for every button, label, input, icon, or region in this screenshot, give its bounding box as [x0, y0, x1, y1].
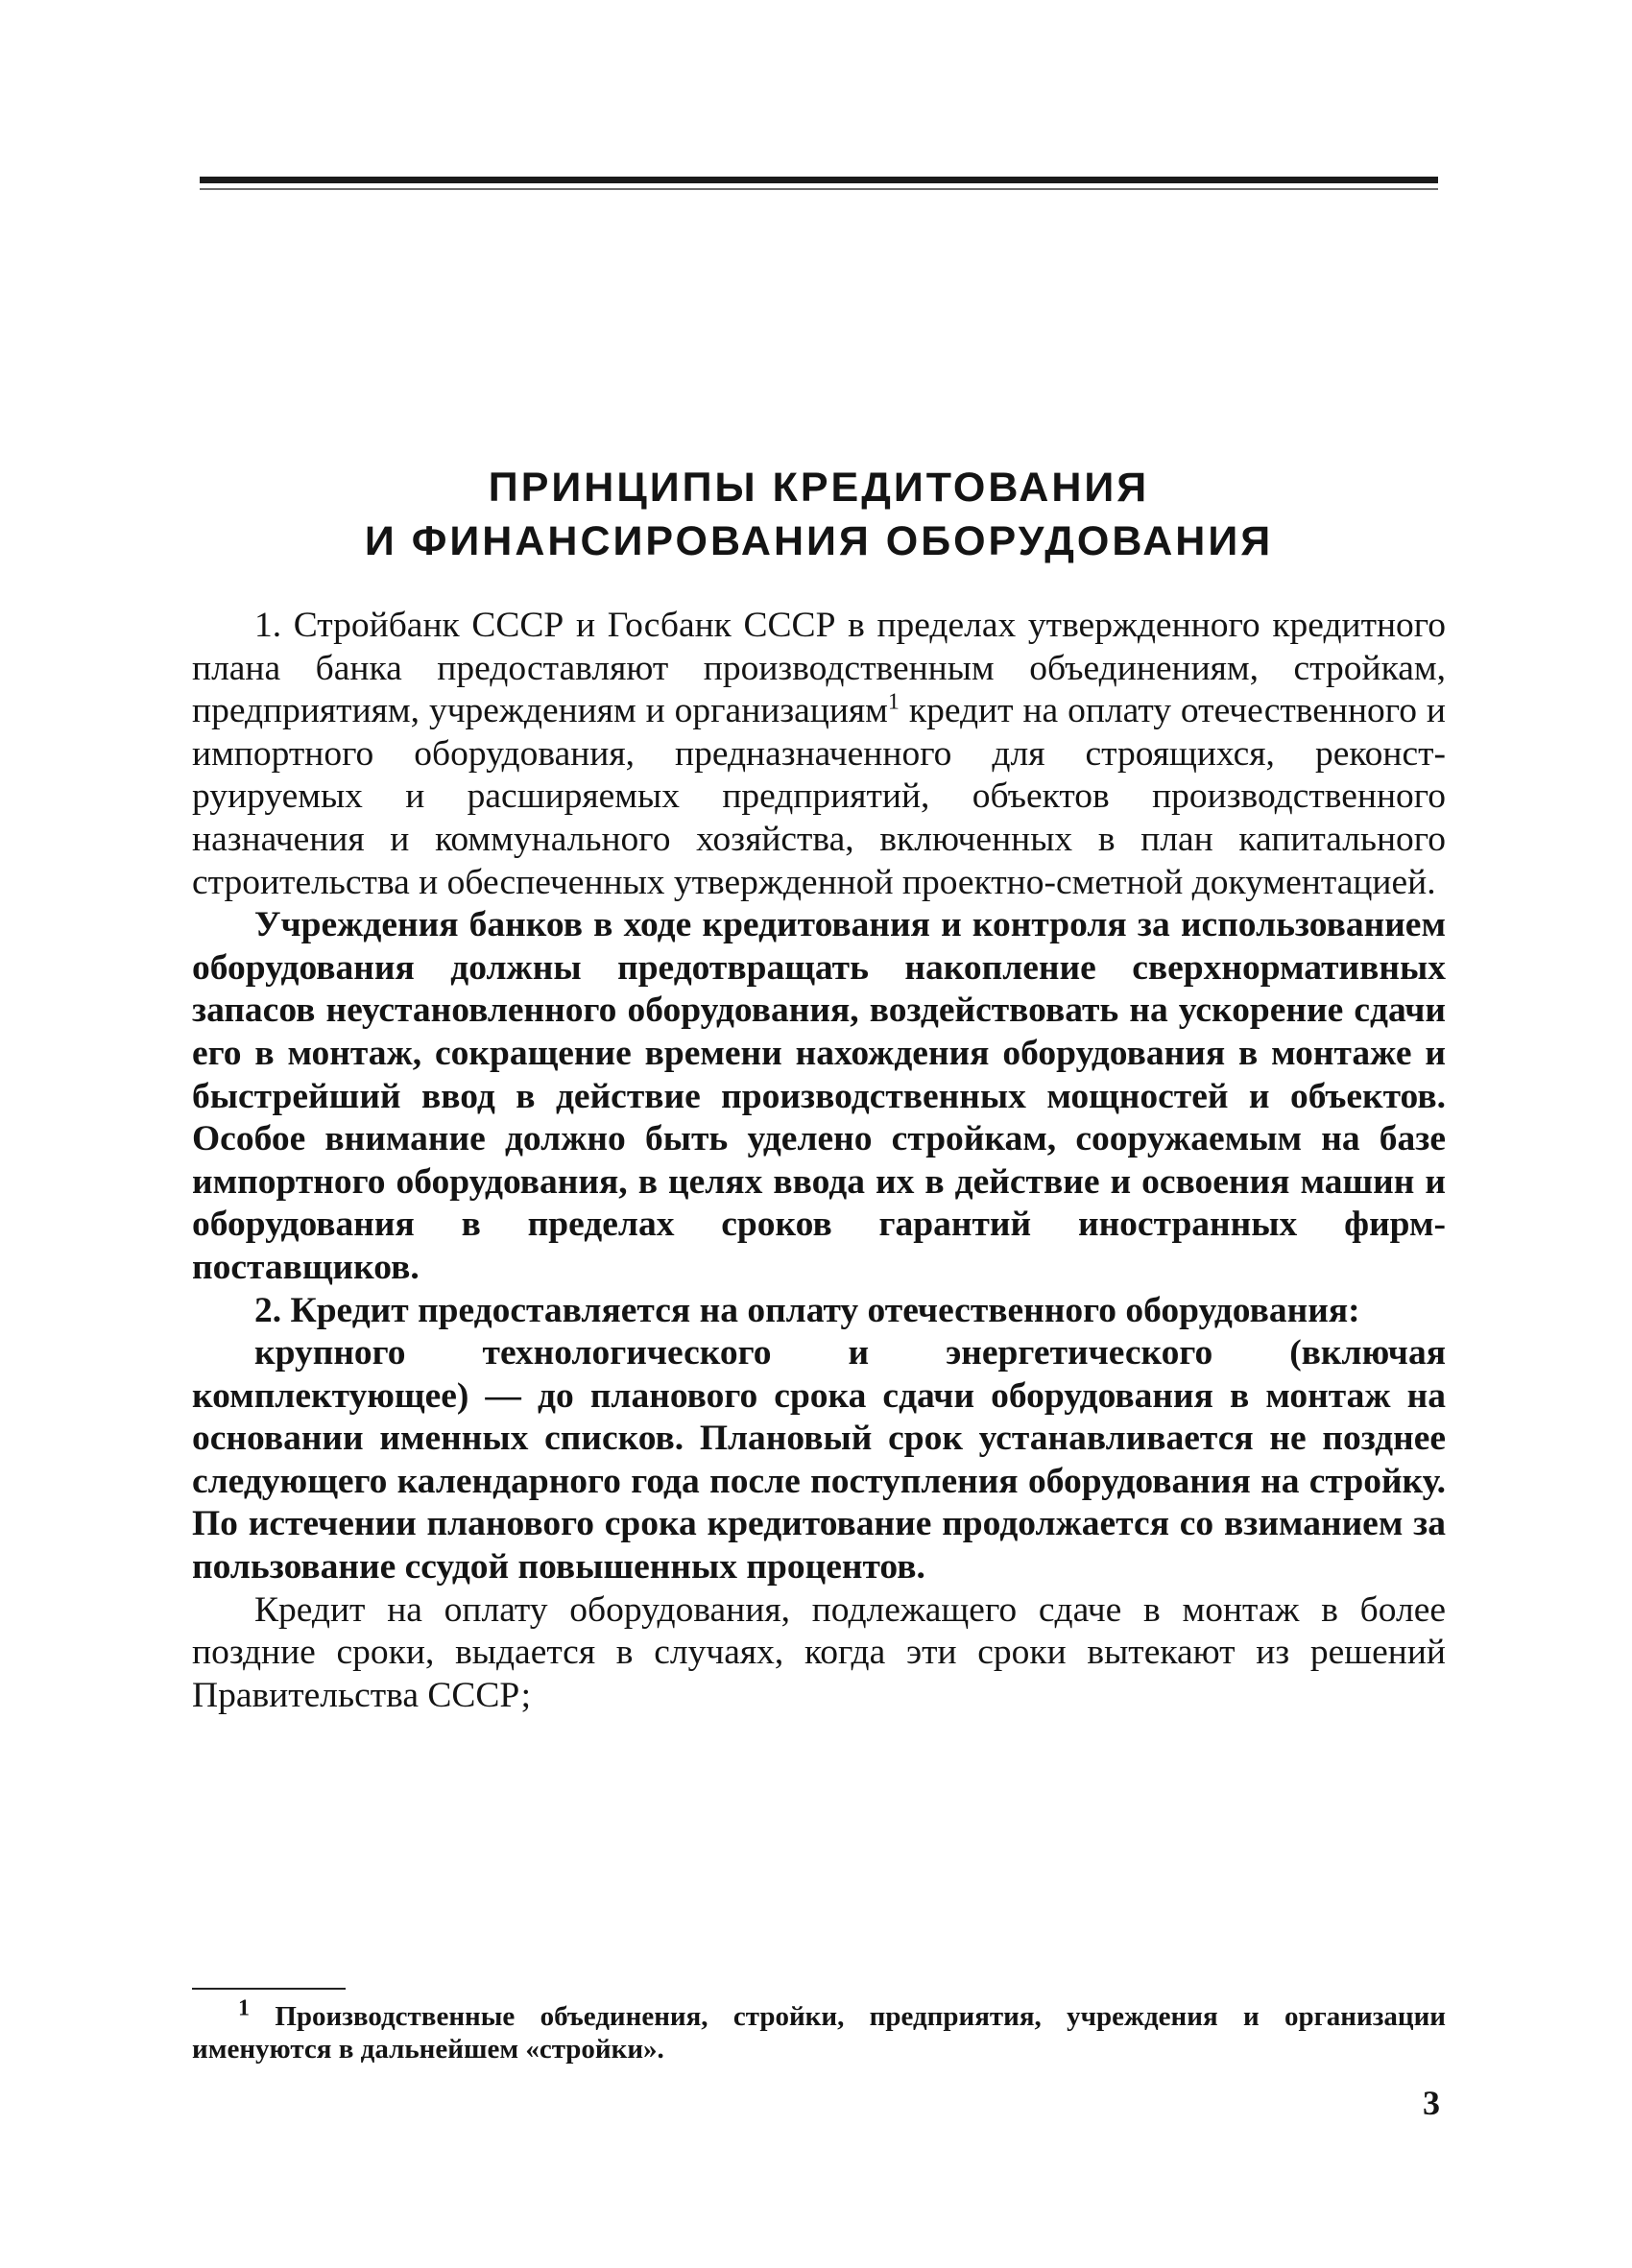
footnote-mark: 1 [238, 1995, 250, 2021]
header-rule-thin [200, 188, 1438, 190]
footnote-text: Производственные объединения, стройки, предприятия, учреждения и организации именуются в дальнейшем «стройки». [192, 2001, 1446, 2065]
paragraph-1-text-b: кредит на оплату отечественного и импортного оборудования, предназначенного для строящихся, реконструируемых и расширяемых предприятий, объектов производственного назначения и коммунального хозяйства, включенных в план капитального строительства и обеспеченных утвержденной проектно-сметной документацией. [192, 691, 1446, 902]
footnote-reference: 1 [887, 689, 900, 715]
page-title [192, 461, 1446, 568]
paragraph-2: Учреждения банков в ходе кредитования и контроля за использованием оборудования должны предотвращать накопление сверхнормативных запасов неустановленного оборудования, воздействовать на ускорение сдачи его в монтаж, сокращение времени нахождения оборудования в монтаже и быстрейший ввод в действие производственных мощностей и объектов. Особое внимание должно быть уделено стройкам, сооружаемым на базе импортного оборудования, в целях ввода их в действие и освоения машин и оборудования в пределах сроков гарантий иностранных фирм-поставщиков. [192, 905, 1446, 1287]
paragraph-5: Кредит на оплату оборудования, подлежащего сдаче в монтаж в более поздние сроки, выдается в случаях, когда эти сроки вытекают из решений Правительства СССР; [192, 1589, 1446, 1715]
paragraph-1 [192, 605, 1446, 904]
title-line-2: И ФИНАНСИРОВАНИЯ ОБОРУДОВАНИЯ [364, 518, 1274, 564]
footnote-rule [192, 1988, 346, 1990]
paragraph-4: крупного технологического и энергетического (включая комплектующее) — до планового срока сдачи оборудования в монтаж на основании именных списков. Плановый срок устанавливается не позднее следующего календарного года после поступления оборудования на стройку. По истечении планового срока кредитование продолжается со взиманием за пользование ссудой повышенных процентов. [192, 1333, 1446, 1588]
page-number: 3 [1423, 2084, 1440, 2122]
paragraph-3: 2. Кредит предоставляется на оплату отечественного оборудования: [254, 1290, 1360, 1330]
paragraph-1-text-a: 1. Стройбанк СССР и Госбанк СССР в пределах утвержденного кредитного плана банка предоставляют производственным объединениям, стройкам, предприятиям, учреждениям и организациям [192, 606, 1446, 731]
main-text [192, 605, 1446, 1717]
footnote [192, 1995, 1446, 2065]
header-rule [200, 177, 1438, 183]
title-line-1: ПРИНЦИПЫ КРЕДИТОВАНИЯ [488, 465, 1150, 511]
